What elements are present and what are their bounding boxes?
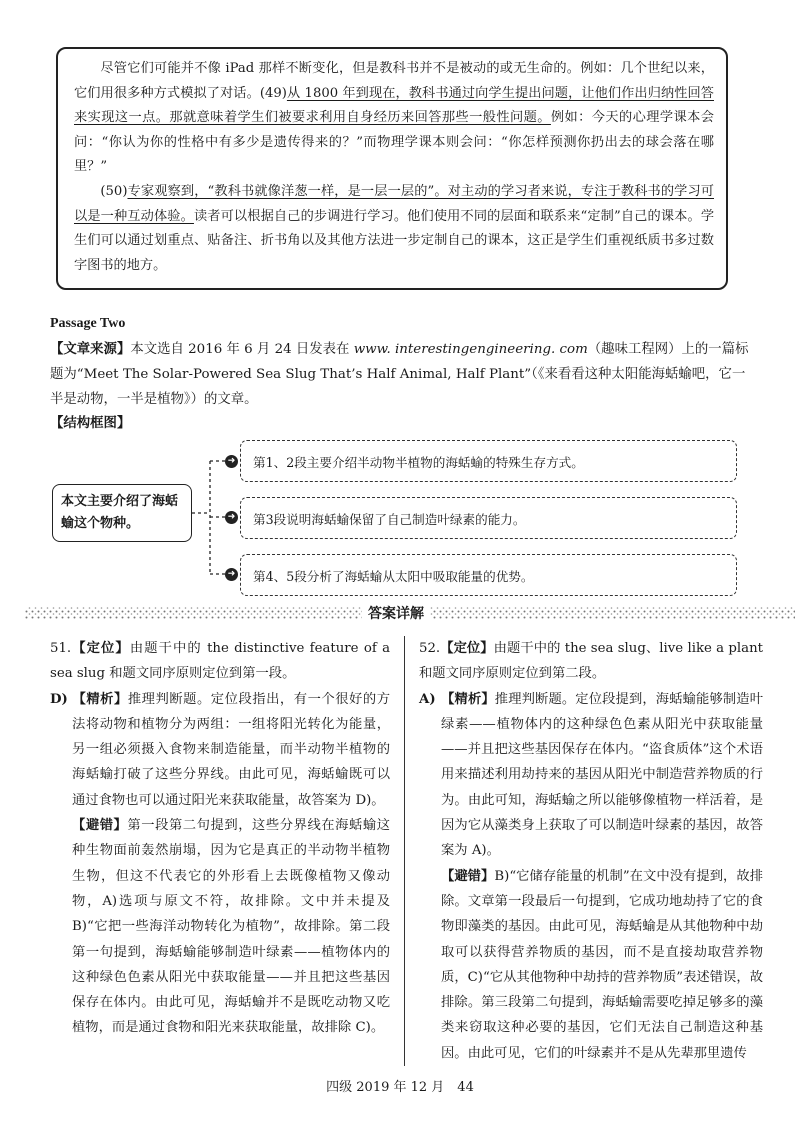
text: （趣味工程网）上的一篇标题为“Meet The Solar-Powered Sea Slug That’s Half Animal, Half Plant”（《来看看这种太阳能海蛞蝓吧，它一半是动物，一半是植物》）的文章。 xyxy=(50,342,749,407)
answer-section-title: 答案详解 xyxy=(362,603,430,623)
framework-branch-2: 第3段说明海蛞蝓保留了自己制造叶绿素的能力。 xyxy=(240,497,737,539)
underlined-answer-49: 从 1800 年到现在，教科书通过向学生提出问题，让他们作出归纳性回答来实现这一点。那就意味着学生们被要求利用自身经历来回答那些一般性问题。 xyxy=(74,85,714,126)
arrow-icon: ➜ xyxy=(225,568,238,581)
question-number: 51. xyxy=(50,641,72,656)
q51-locate xyxy=(50,636,390,687)
underlined-answer-50: 专家观察到，“教科书就像洋葱一样，是一层一层的”。对主动的学习者来说，专注于教科书的学习可以是一种互动体验。 xyxy=(74,183,714,224)
analysis-tag: 【精析】 xyxy=(72,691,128,707)
question-marker-50: (50) xyxy=(100,183,128,199)
locate-text: 由题干中的 the sea slug、live like a plant 和题文同序原则定位到第二段。 xyxy=(419,641,763,682)
framework-branch-1: 第1、2段主要介绍半动物半植物的海蛞蝓的特殊生存方式。 xyxy=(240,440,737,482)
locate-tag: 【定位】 xyxy=(71,641,130,656)
framework-branch-3: 第4、5段分析了海蛞蝓从太阳中吸取能量的优势。 xyxy=(240,554,737,596)
framework-summary: 本文主要介绍了海蛞蝓这个物种。 xyxy=(52,484,192,542)
avoid-text: 第一段第二句提到，这些分界线在海蛞蝓这种生物面前轰然崩塌，因为它是真正的半动物半植物生物，但这不代表它的外形看上去既像植物又像动物，A)选项与原文不符，故排除。文中并未提及 B)“它把一些海洋动物转化为植物”，故排除。第二段第一句提到，海蛞蝓能够制造叶绿素——植物体内的这种绿色色素从阳光中获取能量——并且把这些基因保存在体内。由此可见，海蛞蝓并不是既吃动物又吃植物，而是通过食物和阳光来获取能量，故排除 C)。 xyxy=(72,818,391,1036)
translation-paragraph-1 xyxy=(74,57,714,180)
locate-text: 由题干中的 the distinctive feature of a sea slug 和题文同序原则定位到第一段。 xyxy=(50,641,391,682)
article-source xyxy=(50,337,750,412)
avoid-text: B)“它储存能量的机制”在文中没有提到，故排除。文章第一段最后一句提到，它成功地劫持了它的食物即藻类的基因。由此可见，海蛞蝓是从其他物种中劫取可以获得营养物质的基因，而不是直接劫取营养物质，C)“它从其他物种中劫持的营养物质”表述错误，故排除。第三段第二句提到，海蛞蝓需要吃掉足够多的藻类来窃取这种必要的基因，它们无法自己制造这种基因。由此可见，它们的叶绿素并不是从先辈那里遗传 xyxy=(441,868,764,1061)
q52-avoid xyxy=(419,864,763,1066)
analysis-tag: 【精析】 xyxy=(441,691,495,707)
framework-heading: 【结构框图】 xyxy=(50,415,131,431)
text: 本文选自 2016 年 6 月 24 日发表在 xyxy=(130,342,354,357)
answer-letter: A) xyxy=(419,691,436,707)
page-footer: 四级 2019 年 12 月 44 xyxy=(326,1080,474,1095)
analysis-text: 推理判断题。定位段指出，有一个很好的方法将动物和植物分为两组：一组将阳光转化为能量，另一组必须摄入食物来制造能量，而半动物半植物的海蛞蝓打破了这些分界线。由此可见，海蛞蝓既可以通过食物也可以通过阳光来获取能量，故答案为 D)。 xyxy=(72,691,391,808)
arrow-icon: ➜ xyxy=(225,455,238,468)
q52-locate xyxy=(419,636,763,687)
translation-box xyxy=(56,47,728,290)
q51-avoid xyxy=(50,813,390,1041)
translation-paragraph-2 xyxy=(74,180,714,278)
text: 尽管它们可能并不像 iPad 那样不断变化，但是教科书并不是被动的或无生命的。例如：几个世纪以来，它们用很多种方式模拟了对话。 xyxy=(74,61,714,101)
column-divider xyxy=(404,636,405,1066)
q51-analysis xyxy=(50,687,390,813)
question-marker-49: (49) xyxy=(259,85,287,101)
avoid-tag: 【避错】 xyxy=(441,868,495,884)
source-website: www. interestingengineering. com xyxy=(353,342,588,357)
arrow-icon: ➜ xyxy=(225,511,238,524)
text: 例如：今天的心理学课本会问：“你认为你的性格中有多少是遗传得来的？”而物理学课本则会问：“你怎样预测你扔出去的球会落在哪里？” xyxy=(74,110,714,175)
analysis-text: 推理判断题。定位段提到，海蛞蝓能够制造叶绿素——植物体内的这种绿色色素从阳光中获取能量——并且把这些基因保存在体内。“盗食质体”这个术语用来描述利用劫持来的基因从阳光中制造营养物质的行为。由此可知，海蛞蝓之所以能够像植物一样活着，是因为它从藻类身上获取了可以制造叶绿素的基因，故答案为 A)。 xyxy=(441,691,764,859)
answer-letter: D) xyxy=(50,691,68,707)
answer-51 xyxy=(50,636,390,1041)
q52-analysis xyxy=(419,687,763,864)
text: 读者可以根据自己的步调进行学习。他们使用不同的层面和联系来“定制”自己的课本。学生们可以通过划重点、贴备注、折书角以及其他方法进一步定制自己的课本，这正是学生们重视纸质书多过数字图书的地方。 xyxy=(74,208,715,273)
source-tag: 【文章来源】 xyxy=(50,341,131,357)
answer-52 xyxy=(419,636,763,1066)
locate-tag: 【定位】 xyxy=(440,641,494,656)
question-number: 52. xyxy=(419,641,441,656)
passage-heading: Passage Two xyxy=(50,316,126,331)
avoid-tag: 【避错】 xyxy=(72,818,128,834)
